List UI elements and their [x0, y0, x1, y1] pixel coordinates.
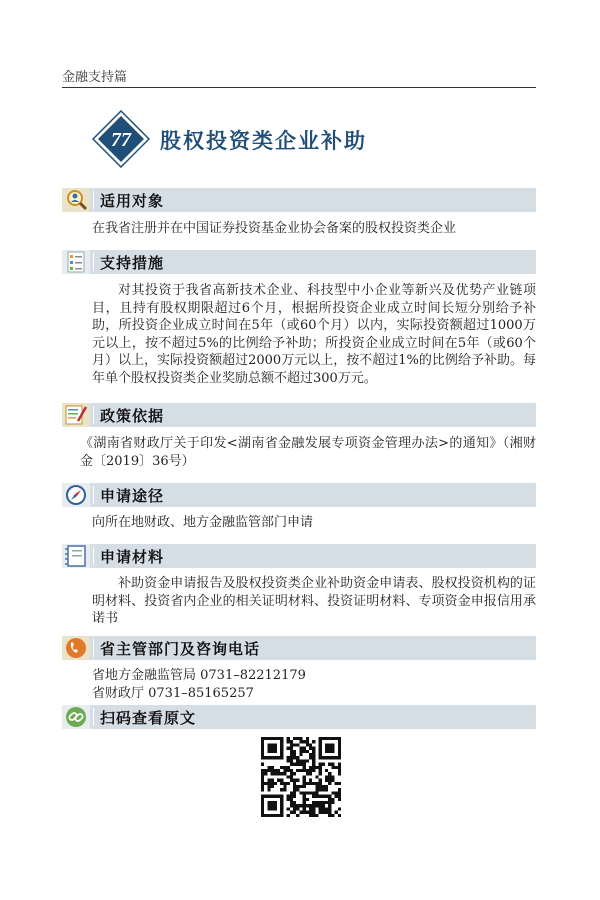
contact-line-finance-dept: 省财政厅 0731–85165257 — [92, 685, 254, 701]
section-bar-target — [62, 188, 536, 212]
header-divider — [62, 87, 536, 88]
section-body-materials: 补助资金申请报告及股权投资类企业补助资金申请表、股权投资机构的证明材料、投资省内企业的相关证明材料、投资证明材料、专项资金申报信用承诺书 — [92, 576, 536, 626]
section-body-measures: 对其投资于我省高新技术企业、科技型中小企业等新兴及优势产业链项目，且持有股权期限超过6个月，根据所投资企业成立时间长短分别给予补助，所投资企业成立时间在5年（或60个月）以内，实际投资额超过1000万元以上，按不超过5%的比例给予补助；所投资企业成立时间在5年（或60个月）以上，实际投资额超过2000万元以上，按不超过1%的比例给予补助。每年单个股权投资类企业奖励总额不超过300万元。 — [92, 283, 536, 386]
section-body-channel — [92, 514, 536, 532]
section-body-target — [92, 220, 536, 238]
section-bar-contact — [62, 636, 536, 660]
section-bar-materials — [62, 544, 536, 568]
target-text: 在我省注册并在中国证券投资基金业协会备案的股权投资类企业 — [92, 221, 457, 236]
phone-icon — [62, 636, 90, 660]
section-label-target: 适用对象 — [100, 192, 165, 210]
section-body-contact — [92, 667, 536, 702]
title-block — [92, 110, 492, 170]
section-bar-basis — [62, 403, 536, 427]
section-bar-channel — [62, 483, 536, 507]
section-label-qr: 扫码查看原文 — [100, 709, 197, 727]
section-label-contact: 省主管部门及咨询电话 — [100, 640, 261, 658]
section-label-basis: 政策依据 — [100, 407, 165, 425]
section-label-channel: 申请途径 — [100, 487, 165, 505]
section-bar-measures — [62, 250, 536, 274]
contact-line-finance-bureau: 省地方金融监管局 0731–82212179 — [92, 668, 306, 683]
section-bar-qr — [62, 705, 536, 729]
compass-icon — [62, 483, 90, 507]
number-badge — [92, 110, 150, 168]
document-pen-icon — [62, 403, 90, 427]
section-label-materials: 申请材料 — [100, 548, 165, 566]
magnifier-person-icon — [62, 188, 90, 212]
badge-number: 77 — [111, 129, 131, 151]
page-header-category: 金融支持篇 — [62, 70, 128, 85]
link-icon — [62, 705, 90, 729]
notebook-icon — [62, 544, 90, 568]
channel-text: 向所在地财政、地方金融监管部门申请 — [92, 515, 314, 530]
page-title: 股权投资类企业补助 — [160, 128, 367, 153]
qr-code[interactable] — [261, 737, 341, 817]
checklist-icon — [62, 250, 90, 274]
section-label-measures: 支持措施 — [100, 254, 165, 272]
section-body-basis: 《湖南省财政厅关于印发<湖南省金融发展专项资金管理办法>的通知》（湘财金〔2019〕36号） — [80, 436, 536, 469]
